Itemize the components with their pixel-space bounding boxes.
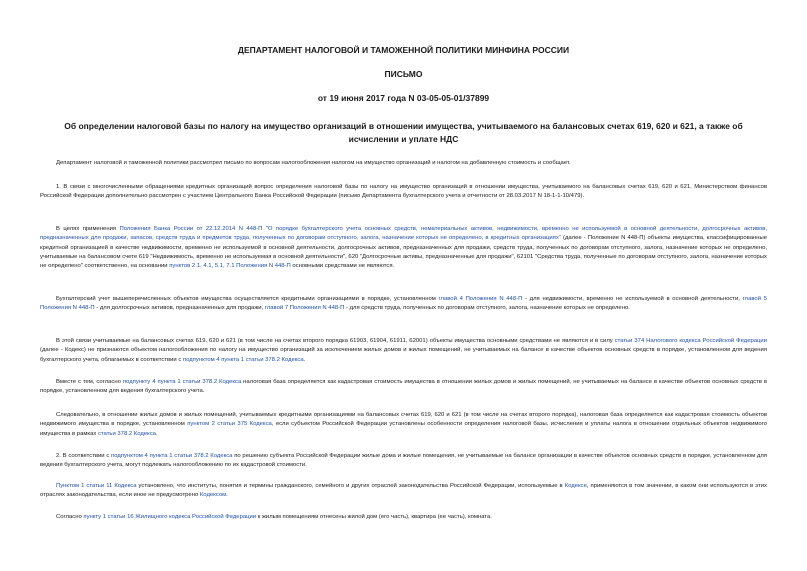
link-punkty-polozheniya[interactable]: пунктов 2.1, 4.1, 5.1, 7.1 Положения N 448-П <box>169 263 291 270</box>
paragraph-9-text-2: к жилым помещениям отнесены жилой дом (его часть), квартира (ее часть), комната. <box>256 514 492 520</box>
link-glava-4[interactable]: главой 4 Положения N 448-П <box>438 296 523 302</box>
paragraph-3-text-1: Бухгалтерский учет вышеперечисленных объектов имущества осуществляется кредитными организациями в порядке, установленном <box>56 296 439 302</box>
link-podpunkt-4-378-2-c[interactable]: подпунктом 4 пункта 1 статьи 378.2 Кодекса <box>111 453 233 459</box>
paragraph-3-text-4: - для средств труда, полученных по договорам отступного, залога, назначение которых не определено. <box>344 305 630 312</box>
paragraph-2-text-3: основными средствами не являются. <box>290 263 395 270</box>
link-glava-5[interactable]: главой 5 Положения N 448-П <box>40 296 767 312</box>
paragraph-2-text-2: (далее - Положение N 448-П) объекты имущества, классифицированные кредитной организацией в качестве недвижимости, временно не используемой в основной деятельности, долгосрочных активов, предназначенных для продажи, средств труда, полученных по договорам отступного, залога, назначение которых не определено, учитываемые на балансовом счете 619 "Недвижимость, временно не используемая в основной деятельности", 620 "Долгосрочные активы, предназначенные для продажи", 62101 "Средства труда, полученные по договорам отступного, залога, назначение которых не определено" соответственно, на основании <box>40 235 768 270</box>
paragraph-4-text-3: . <box>303 356 306 363</box>
paragraph-6-text-3: . <box>155 430 158 437</box>
link-podpunkt-4-378-2-b[interactable]: подпункту 4 пункта 1 статьи 378.2 Кодекса <box>122 379 242 385</box>
link-polozhenie-448p[interactable]: Положения Банка России от 22.12.2014 N 448-П "О порядке бухгалтерского учета основных средств, нематериальных активов, недвижимости, временно не используемой в основной деятельности, долгосрочных активов, предназначенных для продажи, запасов, средств труда и предметов труда, полученных по договорам отступного, залога, назначение которых не определено, в кредитных организациях" <box>40 226 767 242</box>
paragraph-7 <box>40 452 767 471</box>
paragraph-9-text-1: Согласно <box>56 514 84 520</box>
paragraph-9 <box>40 513 767 522</box>
link-statya-374[interactable]: статьи 374 Налогового кодекса Российской Федерации <box>614 338 767 344</box>
paragraph-2-text-1: В целях применения <box>56 226 120 232</box>
paragraph-7-text-2: по решению субъекта Российской Федерации жилые дома и жилые помещения, не учитываемые на балансе организации в качестве объектов основных средств в порядке, установленном для ведения бухгалтерского учета, могут подлежать налогообложению по их кадастровой стоимости. <box>40 453 767 469</box>
paragraph-intro: Департамент налоговой и таможенной политики рассмотрел письмо по вопросам налогообложения налогом на имущество организаций и налогом на добавленную стоимость и сообщает. <box>56 160 571 166</box>
link-kodekse[interactable]: Кодексе <box>564 483 587 489</box>
paragraph-8-text-1: установлено, что институты, понятия и термины гражданского, семейного и других отраслей законодательства Российской Федерации, используемые в <box>136 483 565 489</box>
paragraph-6-text-1: Следовательно, в отношении жилых домов и жилых помещений, учитываемых кредитными организациями на балансовых счетах 619, 620 и 621 (в том числе на счетах второго порядка), налоговая база определяется как кадастровая стоимость объектов недвижимого имущества в порядке, установленном <box>40 412 767 428</box>
paragraph-2 <box>40 225 767 271</box>
paragraph-7-text-1: 2. В соответствии с <box>56 453 112 459</box>
paragraph-4 <box>40 337 767 365</box>
paragraph-3 <box>40 295 767 314</box>
link-punkt-1-statya-11[interactable]: Пунктом 1 статьи 11 Кодекса <box>56 483 137 489</box>
document-type: ПИСЬМО <box>384 69 423 79</box>
paragraph-5-text-1: Вместе с тем, согласно <box>56 379 123 385</box>
link-punkt-2-375[interactable]: пунктом 2 статьи 375 Кодекса <box>187 421 272 428</box>
paragraph-6-text-2: , если субъектом Российской Федерации установлены особенности определения налоговой базы, исчисления и уплаты налога в отношении отдельных объектов недвижимого имущества в рамках <box>40 421 767 437</box>
link-zhilishchny-kodeks[interactable]: пункту 1 статьи 16 Жилищного кодекса Российской Федерации <box>83 514 257 520</box>
paragraph-8-text-3: . <box>226 492 228 499</box>
link-kodeksom[interactable]: Кодексом <box>199 492 227 499</box>
paragraph-5-text-2: налоговая база определяется как кадастровая стоимость имущества в отношении жилых домов и жилых помещений, не учитываемых на балансе в качестве объектов основных средств в порядке, установленном для ведения бухгалтерского учета. <box>40 379 767 395</box>
paragraph-8 <box>40 482 767 501</box>
paragraph-3-text-3: - для долгосрочных активов, предназначенных для продажи, <box>94 305 265 312</box>
paragraph-6 <box>40 411 767 439</box>
link-glava-7[interactable]: главой 7 Положения N 448-П <box>264 305 345 312</box>
paragraph-3-text-2: - для недвижимости, временно не используемой в основной деятельности, <box>522 296 743 302</box>
document-title: Об определении налоговой базы по налогу на имущество организаций в отношении имущества, учитываемого на балансовых счетах 619, 620 и 621, а также об исчислении и уплате НДС <box>64 121 743 144</box>
paragraph-4-text-2: (далее - Кодекс) не признаются объектом налогообложения по налогу на имущество организаций за исключением жилых домов и жилых помещений, не учитываемых на балансе в качестве объектов основных средств в порядке, установленном для ведения бухгалтерского учета, облагаемых в соответствии с <box>40 347 767 363</box>
paragraph-5 <box>40 378 767 397</box>
department-heading: ДЕПАРТАМЕНТ НАЛОГОВОЙ И ТАМОЖЕННОЙ ПОЛИТИКИ МИНФИНА РОССИИ <box>237 45 570 55</box>
link-podpunkt-4-378-2[interactable]: подпунктом 4 пункта 1 статьи 378.2 Кодекса <box>182 356 304 363</box>
link-statya-378-2[interactable]: статьи 378.2 Кодекса <box>97 430 156 437</box>
paragraph-4-text-1: В этой связи учитываемые на балансовых счетах 619, 620 и 621 (в том числе на счетах второго порядка 61903, 61904, 61911, 62001) объекты имущества основными средствами не являются и в силу <box>56 338 615 344</box>
document-date-number: от 19 июня 2017 года N 03-05-05-01/37899 <box>317 93 490 103</box>
paragraph-1: 1. В связи с многочисленными обращениями кредитных организаций вопрос определения налоговой базы по налогу на имущество организаций в отношении имущества, учитываемого на балансовых счетах 619, 620 и 621, Министерством финансов Российской Федерации дополнительно рассмотрен с участием Центрального Банка Российской Федерации (письмо Департамента бухгалтерского учета и отчетности от 28.03.2017 N 18-1-1-10/479). <box>40 184 767 200</box>
paragraph-8-text-2: , применяются в том значении, в каком они используются в этих отраслях законодательства, если иное не предусмотрено <box>40 483 767 499</box>
